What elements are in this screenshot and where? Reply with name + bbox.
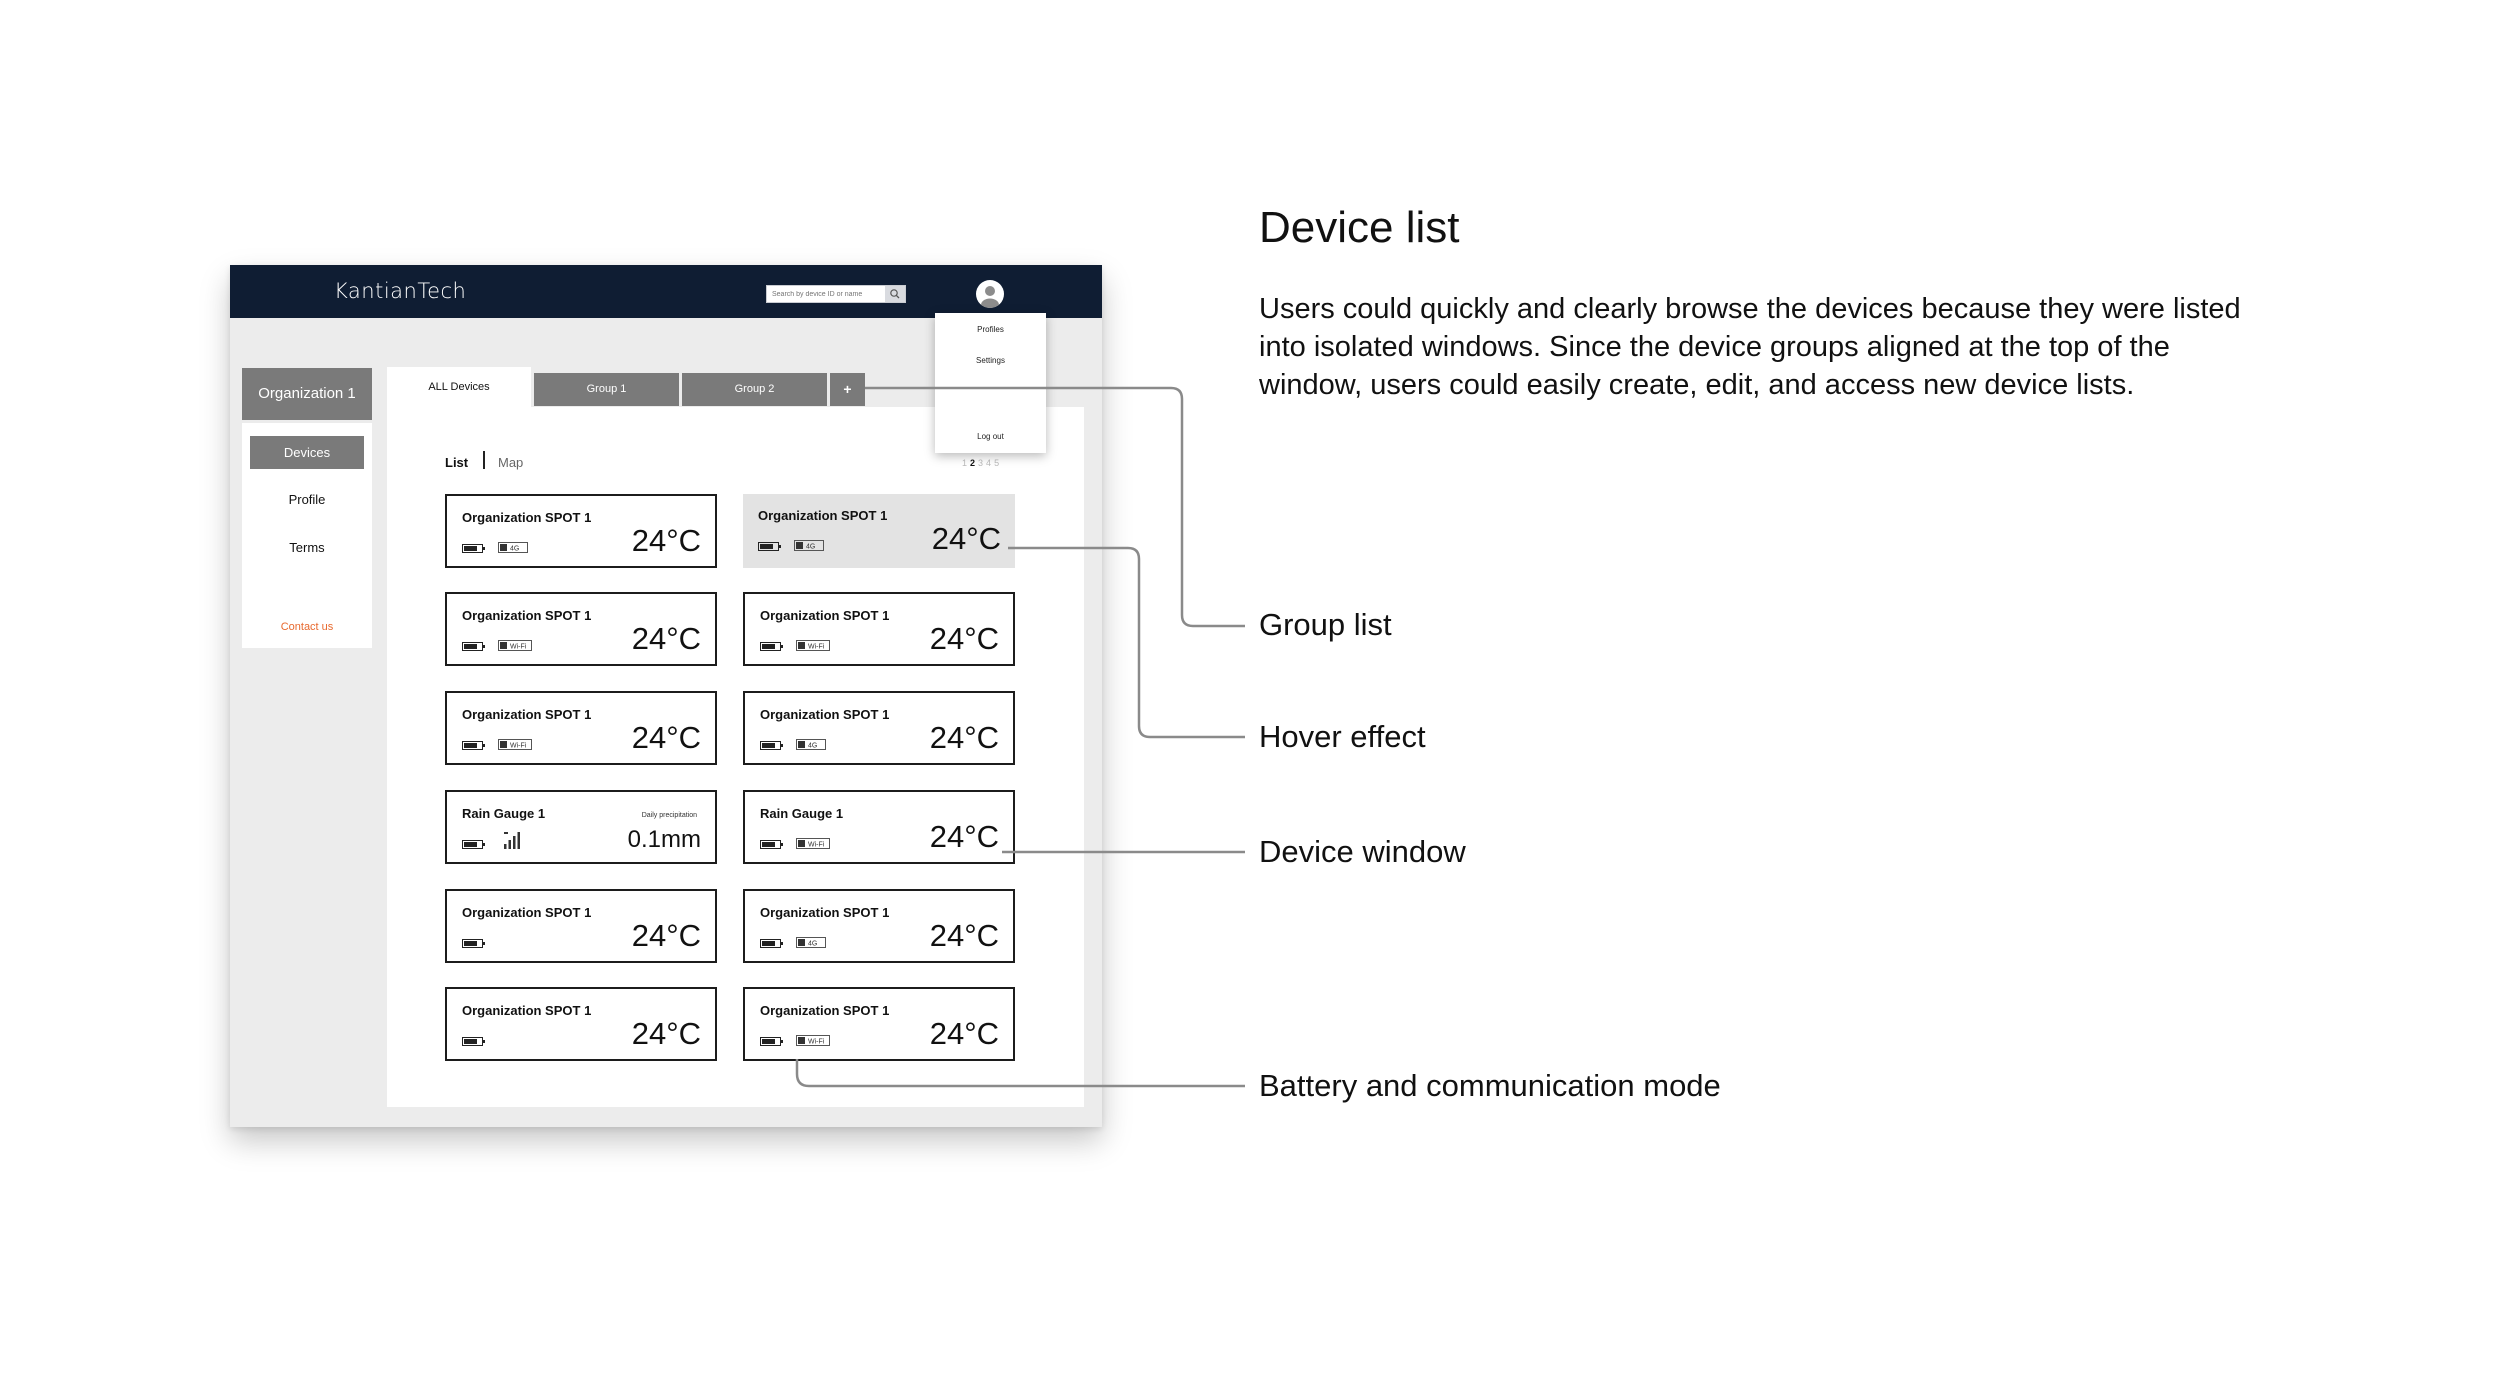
tab-group-1[interactable]: Group 1 [534,373,679,406]
device-name: Organization SPOT 1 [758,508,888,523]
battery-icon [760,642,784,651]
wifi-icon [796,838,830,849]
wifi-icon [498,739,532,750]
device-value-label: Daily precipitation [641,812,697,819]
device-card[interactable] [743,889,1015,963]
comm-mode-label: 4G [808,940,818,948]
battery-icon [462,939,486,948]
top-bar [230,265,1102,318]
device-reading: 24°C [931,521,1001,556]
battery-icon [462,544,486,553]
device-reading: 24°C [631,720,701,755]
tab-group-2[interactable]: Group 2 [682,373,827,406]
page-link[interactable]: 5 [994,458,1003,468]
sidebar-item-terms[interactable]: Terms [289,540,325,555]
device-name: Rain Gauge 1 [760,806,844,821]
device-reading: 24°C [929,918,999,953]
battery-icon [760,1037,784,1046]
annotation-label-hover-effect: Hover effect [1259,719,1426,754]
search-box [766,285,906,303]
user-icon [976,280,1004,308]
device-name: Organization SPOT 1 [462,707,592,722]
search-button[interactable] [885,286,905,302]
page-link[interactable]: 1 [962,458,971,468]
annotation-label-battery-comm: Battery and communication mode [1259,1068,1721,1103]
tab-all-devices[interactable]: ALL Devices [387,367,531,407]
device-reading: 24°C [631,621,701,656]
device-card[interactable] [445,494,717,568]
annotation-description: Users could quickly and clearly browse the devices because they were listed into isolated windows. Since the device groups aligned at the top of the window, users could easily create, edit, and access new device lists. [1259,293,2241,401]
device-name: Organization SPOT 1 [462,510,592,525]
device-card[interactable] [445,987,717,1061]
comm-mode-label: Wi-Fi [808,1038,825,1046]
comm-mode-label: 4G [808,742,818,750]
battery-icon [462,741,486,750]
battery-icon [760,939,784,948]
battery-icon [462,1037,486,1046]
device-reading: 24°C [929,621,999,656]
device-card[interactable] [445,592,717,666]
device-name: Organization SPOT 1 [760,707,890,722]
menu-item-profiles[interactable]: Profiles [977,325,1004,334]
comm-mode-label: 4G [510,545,520,553]
page-link[interactable]: 4 [986,458,995,468]
battery-icon [462,840,486,849]
device-name: Organization SPOT 1 [760,905,890,920]
device-reading: 24°C [929,720,999,755]
menu-item-settings[interactable]: Settings [976,356,1005,365]
device-card[interactable] [743,494,1015,568]
brand-logo: KantianTech [334,279,467,303]
device-name: Organization SPOT 1 [462,1003,592,1018]
contact-us-link[interactable]: Contact us [280,621,334,633]
device-name: Organization SPOT 1 [760,1003,890,1018]
device-name: Organization SPOT 1 [462,905,592,920]
device-card[interactable] [743,691,1015,765]
add-group-button[interactable]: + [830,373,865,406]
device-card[interactable] [445,790,717,864]
device-card[interactable] [743,592,1015,666]
organization-selector[interactable]: Organization 1 [242,368,372,420]
cellular-4g-icon [498,542,528,553]
view-divider [483,451,485,469]
device-name: Organization SPOT 1 [462,608,592,623]
comm-mode-label: Wi-Fi [808,841,825,849]
comm-mode-label: Wi-Fi [510,643,527,651]
annotation-label-group-list: Group list [1259,607,1392,642]
device-name: Rain Gauge 1 [462,806,546,821]
comm-mode-label: 4G [806,543,816,551]
view-list-toggle[interactable]: List [445,455,469,470]
device-card[interactable] [743,790,1015,864]
device-reading: 24°C [631,1016,701,1051]
app-window [230,265,1102,1127]
menu-item-log-out[interactable]: Log out [977,432,1004,441]
comm-mode-label: Wi-Fi [808,643,825,651]
cellular-4g-icon [796,937,826,948]
device-reading: 24°C [929,819,999,854]
view-map-toggle[interactable]: Map [498,455,524,470]
sidebar-item-devices[interactable]: Devices [250,436,364,469]
page-link-current[interactable]: 2 [970,458,979,468]
annotation-label-device-window: Device window [1259,834,1466,869]
battery-icon [760,741,784,750]
search-icon [885,286,905,302]
page-link[interactable]: 3 [978,458,987,468]
wifi-icon [796,1035,830,1046]
sidebar-item-profile[interactable]: Profile [288,492,326,507]
device-card[interactable] [445,889,717,963]
battery-icon [758,542,782,551]
device-name: Organization SPOT 1 [760,608,890,623]
device-reading: 24°C [631,918,701,953]
device-reading: 24°C [929,1016,999,1051]
cellular-4g-icon [794,540,824,551]
device-card[interactable] [743,987,1015,1061]
signal-icon [503,830,523,850]
comm-mode-label: Wi-Fi [510,742,527,750]
avatar-button[interactable] [976,280,1004,308]
search-input[interactable] [767,286,888,302]
device-list-panel [387,407,1084,1107]
pagination [962,458,1002,468]
device-reading: 0.1mm [627,826,701,853]
device-card[interactable] [445,691,717,765]
battery-icon [760,840,784,849]
cellular-4g-icon [796,739,826,750]
sidebar-nav [242,423,372,648]
battery-icon [462,642,486,651]
wifi-icon [796,640,830,651]
profile-dropdown-menu [935,313,1046,453]
wifi-icon [498,640,532,651]
device-reading: 24°C [631,523,701,558]
annotation-title: Device list [1259,203,1460,252]
